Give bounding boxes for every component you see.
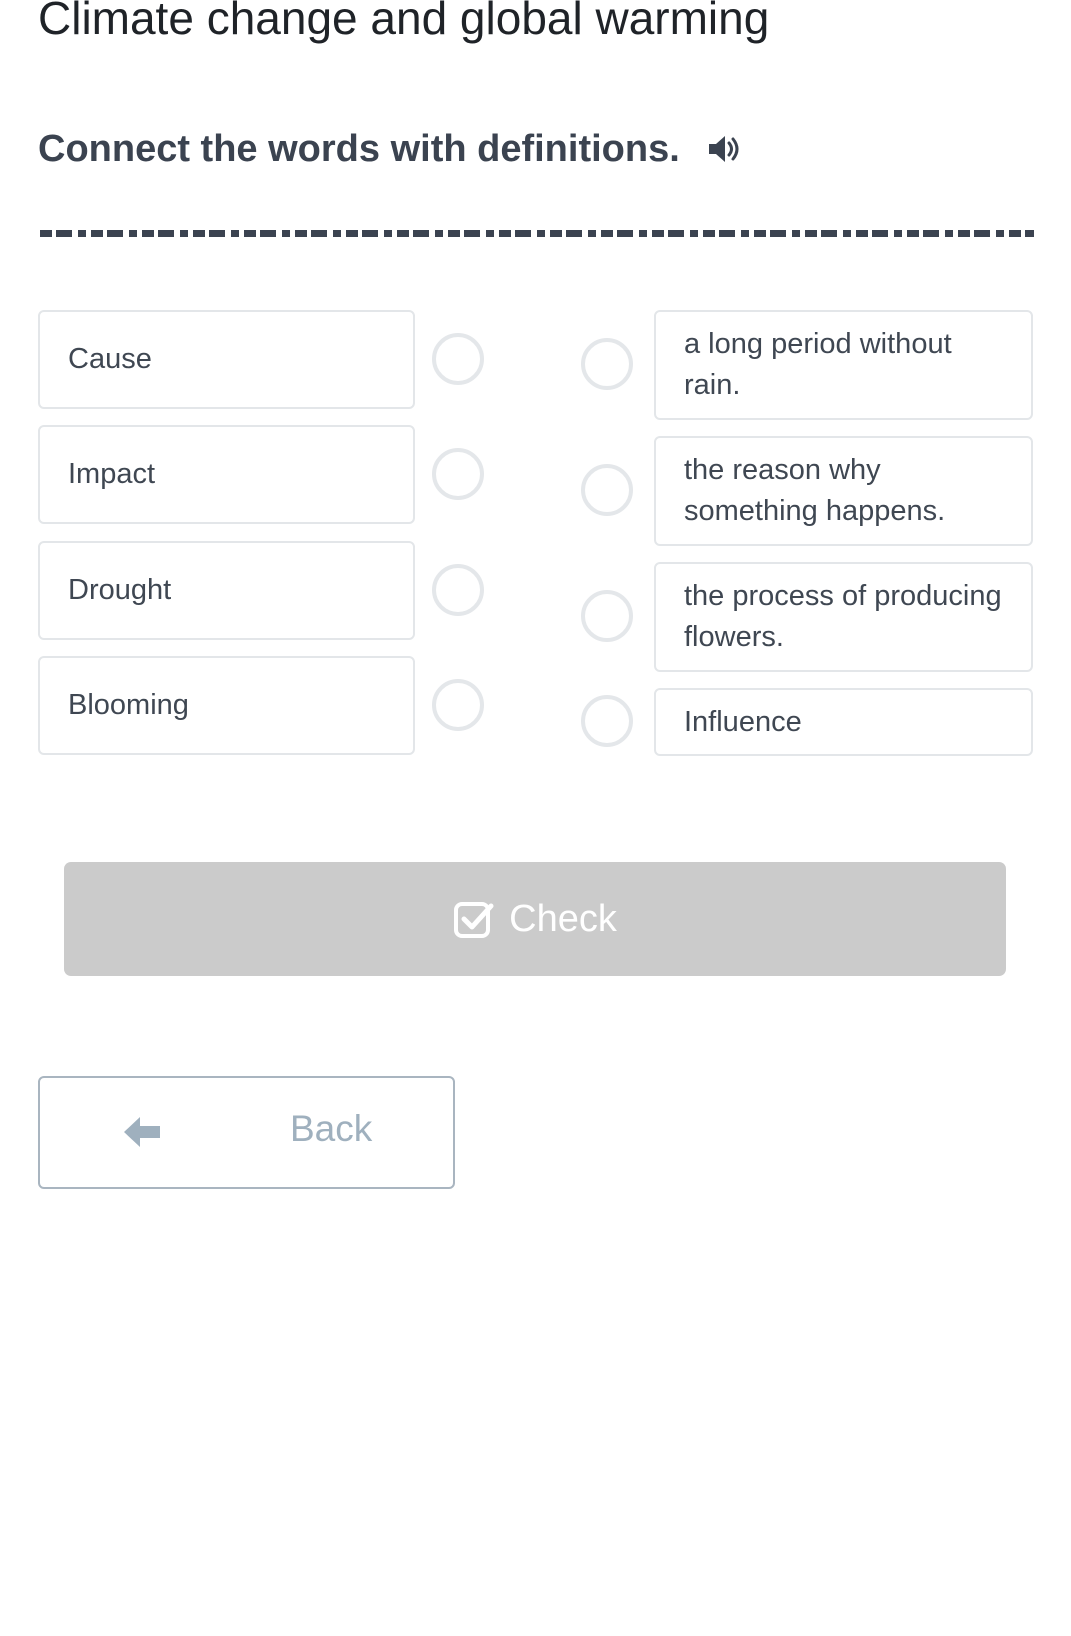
check-label: Check <box>509 897 617 940</box>
definition-label: the reason why something happens. <box>684 454 946 527</box>
word-radio-blooming[interactable] <box>432 679 484 731</box>
back-button[interactable] <box>38 1076 455 1189</box>
word-label: Drought <box>68 574 172 606</box>
word-label: Impact <box>68 458 156 490</box>
word-radio-cause[interactable] <box>432 333 484 385</box>
back-label: Back <box>290 1108 373 1149</box>
definition-radio-1[interactable] <box>581 338 633 390</box>
definition-label: a long period without rain. <box>684 328 952 401</box>
definition-label: the process of producing flowers. <box>684 580 1002 653</box>
definition-card-4[interactable] <box>654 688 1033 756</box>
task-instruction <box>38 124 744 174</box>
definition-radio-3[interactable] <box>581 590 633 642</box>
definition-radio-4[interactable] <box>581 695 633 747</box>
instruction-text: Connect the words with definitions. <box>38 127 680 170</box>
speaker-icon[interactable] <box>706 130 744 168</box>
word-radio-drought[interactable] <box>432 564 484 616</box>
checkbox-check-icon <box>453 898 495 940</box>
arrow-left-icon <box>122 1114 162 1150</box>
check-button[interactable] <box>64 862 1006 976</box>
word-label: Cause <box>68 343 152 375</box>
definition-card-3[interactable] <box>654 562 1033 672</box>
word-card-impact[interactable] <box>38 425 415 524</box>
word-radio-impact[interactable] <box>432 448 484 500</box>
word-card-cause[interactable] <box>38 310 415 409</box>
definition-radio-2[interactable] <box>581 464 633 516</box>
definition-card-1[interactable] <box>654 310 1033 420</box>
word-card-drought[interactable] <box>38 541 415 640</box>
page-title: Climate change and global warming <box>38 0 770 44</box>
definition-card-2[interactable] <box>654 436 1033 546</box>
definition-label: Influence <box>684 705 802 738</box>
word-label: Blooming <box>68 689 189 721</box>
section-divider <box>40 230 1034 237</box>
word-card-blooming[interactable] <box>38 656 415 755</box>
